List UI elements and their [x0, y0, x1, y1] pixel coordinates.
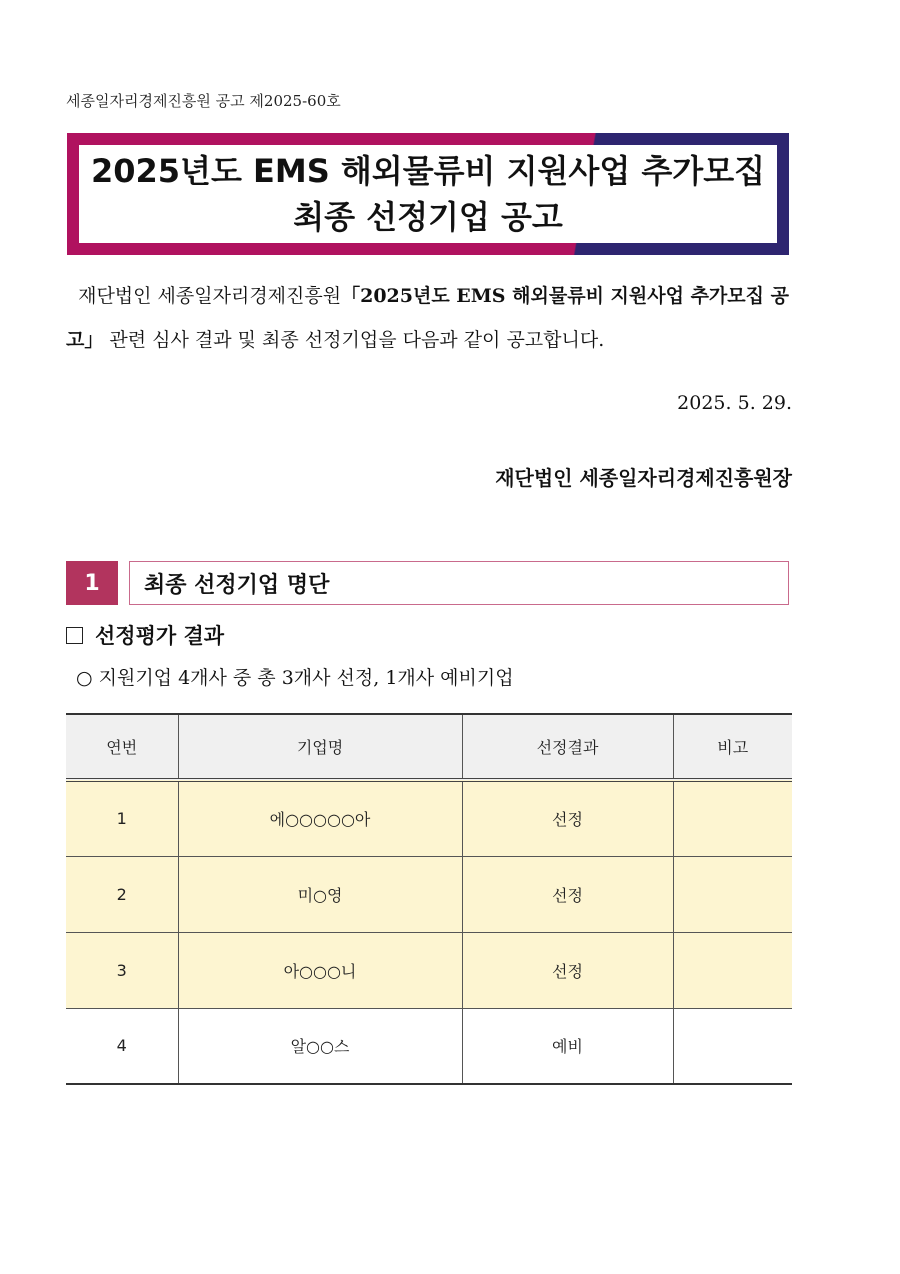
title-inner — [79, 145, 777, 243]
cell-note — [673, 780, 792, 856]
body-prefix: 재단법인 세종일자리경제진흥원 — [78, 285, 342, 307]
table-header-row — [66, 714, 792, 780]
cell-company: 알○○스 — [178, 1008, 462, 1084]
section-title: 최종 선정기업 명단 — [129, 561, 789, 605]
title-banner — [67, 133, 789, 255]
cell-company: 미○영 — [178, 856, 462, 932]
cell-result: 선정 — [462, 932, 673, 1008]
cell-no: 1 — [66, 780, 178, 856]
cell-result: 선정 — [462, 780, 673, 856]
summary-bullet: ○ 지원기업 4개사 중 총 3개사 선정, 1개사 예비기업 — [76, 667, 514, 689]
cell-company: 에○○○○○아 — [178, 780, 462, 856]
announcement-date: 2025. 5. 29. — [677, 392, 792, 414]
subheading — [66, 620, 224, 650]
cell-result: 선정 — [462, 856, 673, 932]
section-number-badge: 1 — [66, 561, 118, 605]
header-result: 선정결과 — [462, 714, 673, 780]
body-suffix: 관련 심사 결과 및 최종 선정기업을 다음과 같이 공고합니다. — [109, 329, 605, 351]
issuer-name: 재단법인 세종일자리경제진흥원장 — [495, 466, 792, 490]
cell-note — [673, 932, 792, 1008]
body-program-name: 「2025년도 EMS 해외물류비 지원사업 추가모집 공고」 — [66, 285, 789, 351]
header-note: 비고 — [673, 714, 792, 780]
cell-no: 4 — [66, 1008, 178, 1084]
title-line-1: 2025년도 EMS 해외물류비 지원사업 추가모집 — [90, 152, 766, 190]
table-row — [66, 856, 792, 932]
cell-no: 2 — [66, 856, 178, 932]
table-row — [66, 780, 792, 856]
cell-result: 예비 — [462, 1008, 673, 1084]
notice-number: 세종일자리경제진흥원 공고 제2025-60호 — [66, 92, 341, 110]
title-line-2: 최종 선정기업 공고 — [293, 198, 563, 236]
cell-no: 3 — [66, 932, 178, 1008]
square-bullet-icon — [66, 627, 83, 644]
table-row — [66, 1008, 792, 1084]
header-no: 연번 — [66, 714, 178, 780]
cell-note — [673, 1008, 792, 1084]
cell-company: 아○○○니 — [178, 932, 462, 1008]
table-row — [66, 932, 792, 1008]
selection-result-table — [66, 713, 792, 1085]
announcement-paragraph — [66, 274, 796, 362]
subheading-text: 선정평가 결과 — [95, 624, 225, 648]
header-company: 기업명 — [178, 714, 462, 780]
cell-note — [673, 856, 792, 932]
